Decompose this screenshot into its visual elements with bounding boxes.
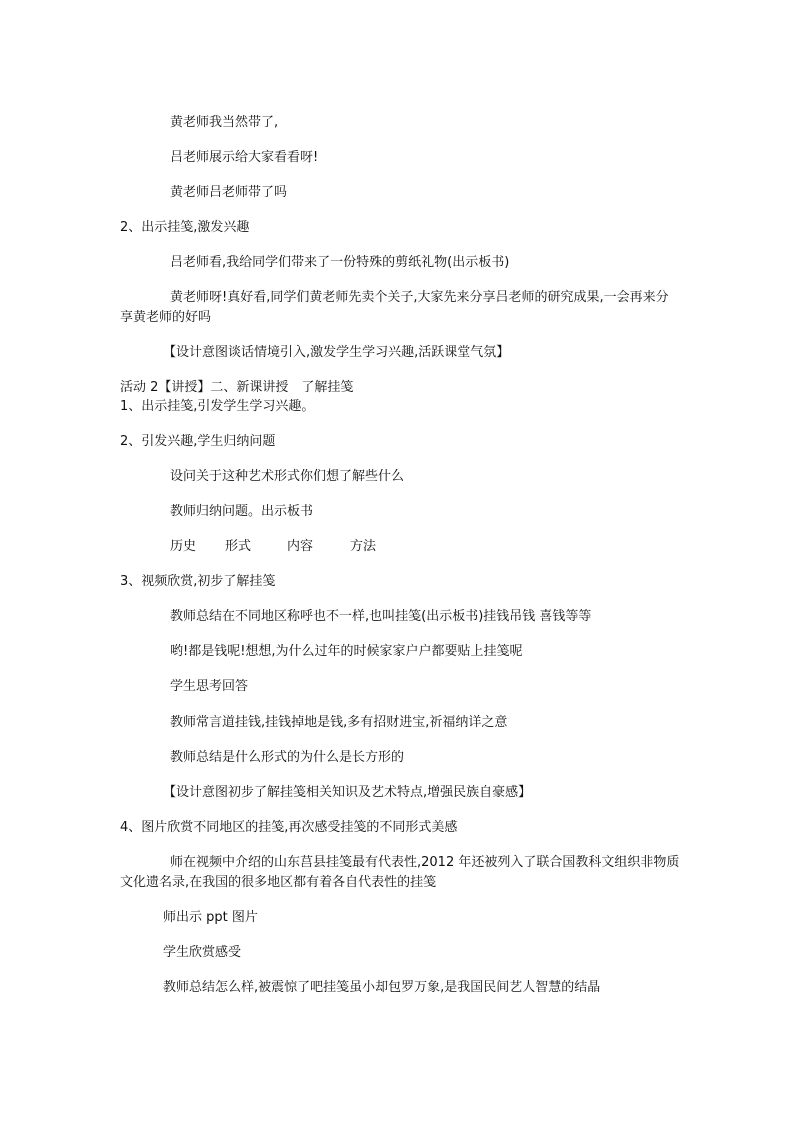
dialogue-line: 黄老师吕老师带了吗 (170, 185, 288, 200)
dialogue-line: 教师总结是什么形式的为什么是长方形的 (170, 750, 405, 765)
board-item: 方法 (350, 539, 377, 554)
paragraph: 师在视频中介绍的山东莒县挂笺最有代表性,2012 年还被列入了联合国教科文组织非物质文化遗名录,在我国的很多地区都有着各自代表性的挂笺 (120, 855, 680, 890)
dialogue-line: 学生思考回答 (170, 679, 249, 694)
board-item: 历史 (170, 539, 197, 554)
dialogue-line: 教师常言道挂钱,挂钱掉地是钱,多有招财进宝,祈福纳详之意 (170, 715, 508, 730)
dialogue-line: 黄老师我当然带了, (170, 115, 279, 130)
activity-heading: 活动 2【讲授】二、新课讲授 了解挂笺 (120, 380, 354, 395)
board-items-row (170, 537, 376, 557)
dialogue-line: 吕老师展示给大家看看呀! (170, 150, 319, 165)
design-intent-note: 【设计意图谈话情境引入,激发学生学习兴趣,活跃课堂气氛】 (163, 345, 510, 360)
dialogue-line: 学生欣赏感受 (163, 945, 242, 960)
paragraph: 黄老师呀!真好看,同学们黄老师先卖个关子,大家先来分享吕老师的研究成果,一会再来分享黄老师的好吗 (120, 290, 669, 325)
section-heading: 1、出示挂笺,引发学生学习兴趣。 (120, 399, 315, 414)
dialogue-line: 教师总结在不同地区称呼也不一样,也叫挂笺(出示板书)挂钱吊钱 喜钱等等 (170, 609, 592, 624)
dialogue-line: 吕老师看,我给同学们带来了一份特殊的剪纸礼物(出示板书) (170, 255, 510, 270)
dialogue-line: 师出示 ppt 图片 (163, 910, 258, 925)
dialogue-line: 教师总结怎么样,被震惊了吧挂笺虽小却包罗万象,是我国民间艺人智慧的结晶 (163, 980, 601, 995)
section-heading: 3、视频欣赏,初步了解挂笺 (120, 574, 276, 589)
dialogue-line: 教师归纳问题。出示板书 (170, 504, 314, 519)
board-item: 形式 (225, 539, 252, 554)
section-heading: 4、图片欣赏不同地区的挂笺,再次感受挂笺的不同形式美感 (120, 820, 458, 835)
board-item: 内容 (287, 539, 314, 554)
dialogue-line: 设问关于这种艺术形式你们想了解些什么 (170, 469, 405, 484)
design-intent-note: 【设计意图初步了解挂笺相关知识及艺术特点,增强民族自豪感】 (163, 785, 532, 800)
section-heading: 2、引发兴趣,学生归纳问题 (120, 434, 276, 449)
dialogue-line: 哟!都是钱呢!想想,为什么过年的时候家家户户都要贴上挂笺呢 (170, 644, 523, 659)
section-heading: 2、出示挂笺,激发兴趣 (120, 220, 250, 235)
